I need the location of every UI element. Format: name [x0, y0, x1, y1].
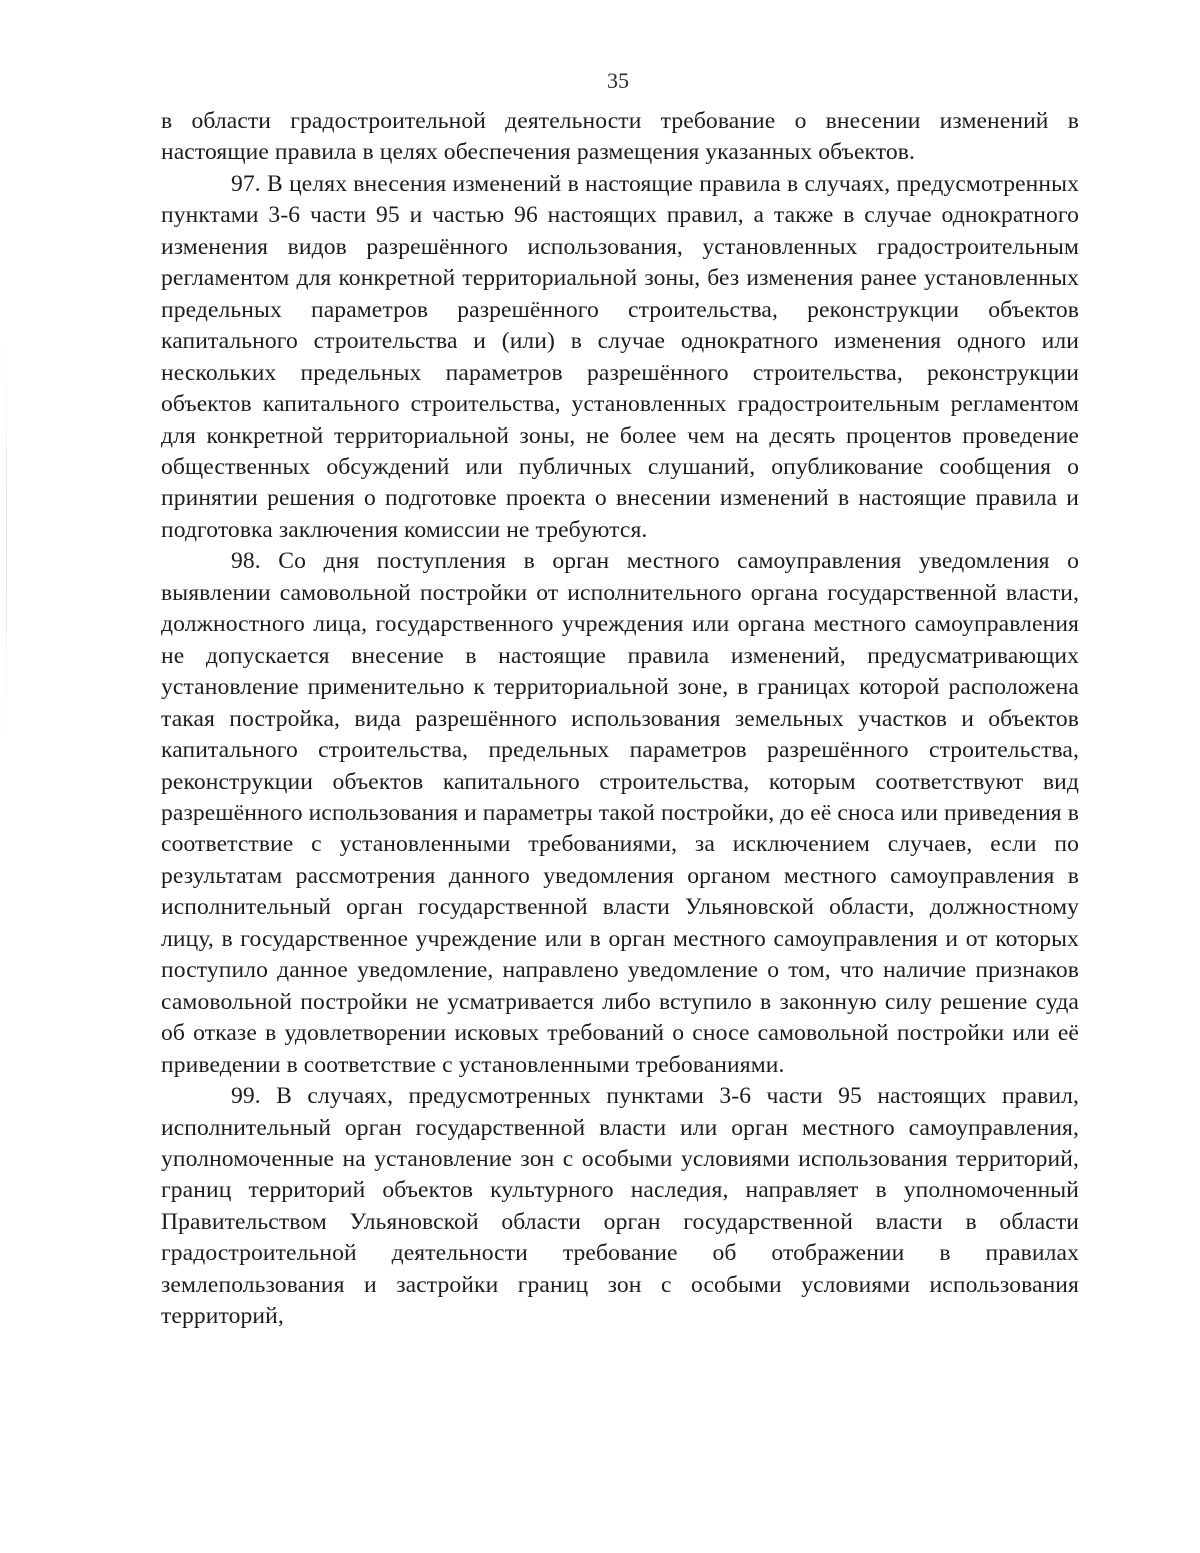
page-number: 35 — [607, 68, 629, 93]
scan-edge-shadow — [6, 330, 7, 750]
paragraph-continuation: в области градостроительной деятельности требование о внесении изменений в настоящие правила в целях обеспечения размещения указанных объектов. — [161, 108, 1079, 166]
paragraph-97: 97. В целях внесения изменений в настоящие правила в случаях, предусмотренных пунктами 3-6 части 95 и частью 96 настоящих правил, а также в случае однократного изменения видов разрешённого использования, установленных градостроительным регламентом для конкретной территориальной зоны, без изменения ранее установленных предельных параметров разрешённого строительства, реконструкции объектов капитального строительства и (или) в случае однократного изменения одного или нескольких предельных параметров разрешённого строительства, реконструкции объектов капитального строительства, установленных градостроительным регламентом для конкретной территориальной зоны, не более чем на десять процентов проведение общественных обсуждений или публичных слушаний, опубликование сообщения о принятии решения о подготовке проекта о внесении изменений в настоящие правила и подготовка заключения комиссии не требуются. — [161, 170, 1079, 543]
paragraph-99: 99. В случаях, предусмотренных пунктами 3-6 части 95 настоящих правил, исполнительный орган государственной власти или орган местного самоуправления, уполномоченные на установление зон с особыми условиями использования территорий, границ территорий объектов культурного наследия, направляет в уполномоченный Правительством Ульяновской области орган государственной власти в области градостроительной деятельности требование об отображении в правилах землепользования и застройки границ зон с особыми условиями использования территорий, — [161, 1083, 1079, 1330]
paragraph-98: 98. Со дня поступления в орган местного самоуправления уведомления о выявлении самовольной постройки от исполнительного органа государственной власти, должностного лица, государственного учреждения или органа местного самоуправления не допускается внесение в настоящие правила изменений, предусматривающих установление применительно к территориальной зоне, в границах которой расположена такая постройка, вида разрешённого использования земельных участков и объектов капитального строительства, предельных параметров разрешённого строительства, реконструкции объектов капитального строительства, которым соответствуют вид разрешённого использования и параметры такой постройки, до её сноса или приведения в соответствие с установленными требованиями, за исключением случаев, если по результатам рассмотрения данного уведомления органом местного самоуправления в исполнительный орган государственной власти Ульяновской области, должностному лицу, в государственное учреждение или в орган местного самоуправления и от которых поступило данное уведомление, направлено уведомление о том, что наличие признаков самовольной постройки не усматривается либо вступило в законную силу решение суда об отказе в удовлетворении исковых требований о сносе самовольной постройки или её приведении в соответствие с установленными требованиями. — [161, 548, 1079, 1078]
document-body — [161, 106, 1079, 1333]
